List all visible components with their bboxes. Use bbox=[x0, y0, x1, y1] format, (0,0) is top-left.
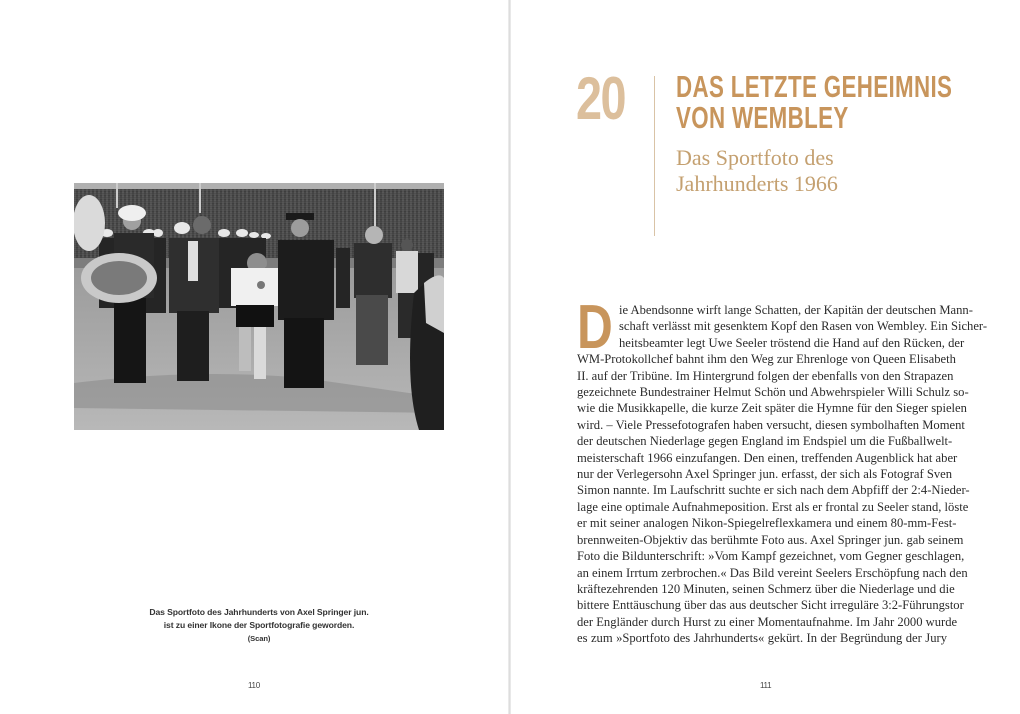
body-line: lage eine optimale Aufnahmeposition. Erst als er frontal zu Seeler stand, löste bbox=[577, 499, 969, 514]
chapter-title-line-2: VON WEMBLEY bbox=[676, 100, 849, 135]
body-line: meisterschaft 1966 einzufangen. Den einen, treffenden Augenblick hat aber bbox=[577, 450, 958, 465]
body-line: wie die Musikkapelle, die kurze Zeit später die Hymne für den Sieger spielen bbox=[577, 401, 967, 416]
caption-line-2: ist zu einer Ikone der Sportfotografie geworden. bbox=[163, 620, 355, 630]
body-line: er mit seiner analogen Nikon-Spiegelreflexkamera und einem 80-mm-Fest- bbox=[577, 516, 957, 531]
body-line: ie Abendsonne wirft lange Schatten, der Kapitän der deutschen Mann- bbox=[619, 303, 973, 317]
body-line: WM-Protokollchef bahnt ihm den Weg zur Ehrenloge von Queen Elisabeth bbox=[577, 352, 956, 367]
body-line: bittere Enttäuschung über das aus deutscher Sicht irreguläre 3:2-Führungstor bbox=[577, 598, 964, 613]
body-line: der deutschen Niederlage gegen England im Endspiel um die Fußballwelt- bbox=[577, 434, 953, 449]
photo-illustration bbox=[74, 183, 444, 430]
body-line: es zum »Sportfoto des Jahrhunderts« gekürt. In der Begründung der Jury bbox=[577, 631, 947, 646]
left-page bbox=[0, 0, 509, 714]
body-line: gezeichnete Bundestrainer Helmut Schön und Abwehrspieler Willi Schulz so- bbox=[577, 385, 969, 400]
chapter-subtitle bbox=[676, 145, 936, 197]
body-line: an einem Irrtum zerbrochen.« Das Bild vereint Seelers Erschöpfung nach den bbox=[577, 565, 968, 580]
caption-line-1: Das Sportfoto des Jahrhunderts von Axel Springer jun. bbox=[149, 607, 369, 617]
body-line: kräftezehrenden 120 Minuten, seinen Schmerz über die Niederlage und die bbox=[577, 581, 955, 596]
chapter-subtitle-line-2: Jahrhunderts 1966 bbox=[676, 171, 838, 196]
body-line: II. auf der Tribüne. Im Hintergrund folgen der ebenfalls von den Strapazen bbox=[577, 368, 954, 383]
chapter-number: 20 bbox=[576, 65, 625, 132]
body-line: heitsbeamter legt Uwe Seeler tröstend die Hand auf den Rücken, der bbox=[619, 335, 965, 350]
drop-cap: D bbox=[577, 293, 613, 362]
body-line: der Engländer durch Hurst zu einer Momentaufnahme. Im Jahr 2000 wurde bbox=[577, 614, 958, 629]
chapter-title-line-1: DAS LETZTE GEHEIMNIS bbox=[676, 69, 953, 104]
body-line: schaft verlässt mit gesenktem Kopf den Rasen von Wembley. Ein Sicher- bbox=[619, 319, 988, 334]
body-line: brennweiten-Objektiv das berühmte Foto aus. Axel Springer jun. gab seinem bbox=[577, 532, 964, 547]
chapter-body-text bbox=[577, 293, 988, 647]
page-number-right: 111 bbox=[760, 681, 772, 690]
body-line: Foto die Bildunterschrift: »Vom Kampf gezeichnet, vom Gegner geschlagen, bbox=[577, 549, 965, 564]
body-line: Simon nannte. Im Laufschritt suchte er sich nach dem Abpfiff der 2:4-Nieder- bbox=[577, 483, 970, 498]
chapter-subtitle-line-1: Das Sportfoto des bbox=[676, 145, 834, 170]
caption-credit: (Scan) bbox=[247, 634, 271, 643]
chapter-title-divider bbox=[654, 76, 655, 236]
wembley-1966-photo bbox=[74, 183, 444, 430]
page-number-left: 110 bbox=[248, 681, 260, 690]
body-line: wird. – Viele Pressefotografen haben versucht, diesen symbolhaften Moment bbox=[577, 417, 965, 432]
chapter-title bbox=[676, 69, 953, 135]
right-page bbox=[511, 0, 1020, 714]
photo-caption bbox=[100, 606, 418, 645]
body-line: nur der Verlegersohn Axel Springer jun. erfasst, der sich als Fotograf Sven bbox=[577, 467, 953, 482]
